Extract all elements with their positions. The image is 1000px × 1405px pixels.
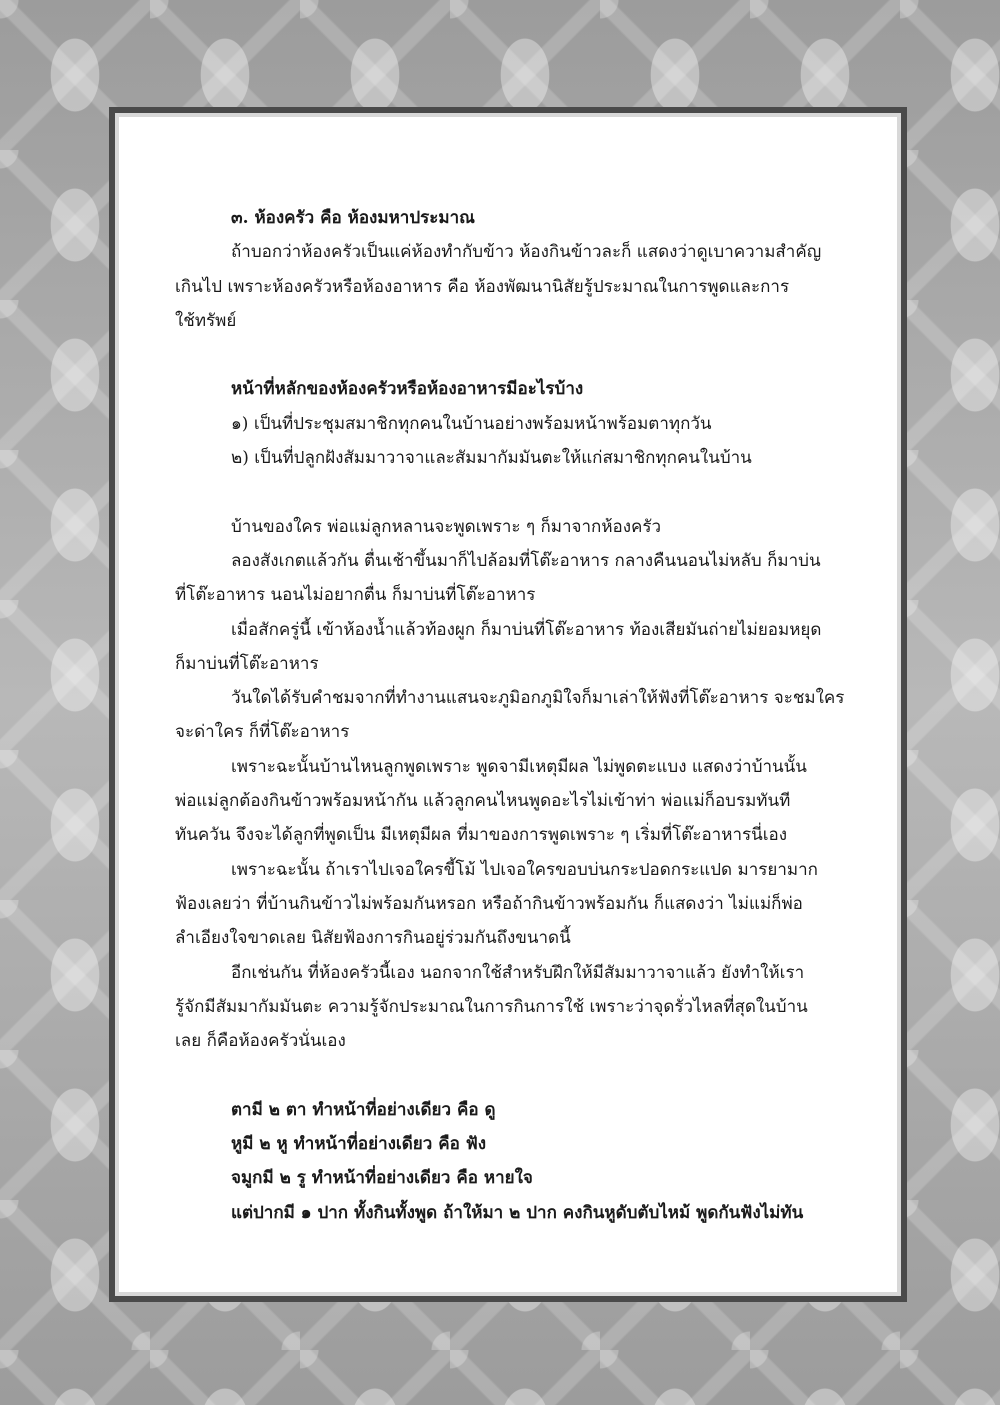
intro-line: ใช้ทรัพย์ xyxy=(175,310,237,331)
body-line: ฟ้องเลยว่า ที่บ้านกินข้าวไม่พร้อมกันหรอก หรือถ้ากินข้าวพร้อมกัน ก็แสดงว่า ไม่แม่ก็พ่อ xyxy=(175,893,803,914)
spacer xyxy=(175,1058,855,1092)
body-line: อีกเช่นกัน ที่ห้องครัวนี้เอง นอกจากใช้สำหรับฝึกให้มีสัมมาวาจาแล้ว ยังทำให้เรา xyxy=(231,962,805,983)
body-line: ทันควัน จึงจะได้ลูกที่พูดเป็น มีเหตุมีผล ที่มาของการพูดเพราะ ๆ เริ่มที่โต๊ะอาหารนี่เอง xyxy=(175,825,788,846)
frame-border xyxy=(115,113,901,1296)
body-line: วันใดได้รับคำชมจากที่ทำงานแสนจะภูมิอกภูมิใจก็มาเล่าให้ฟังที่โต๊ะอาหาร จะชมใคร xyxy=(231,688,845,709)
spacer xyxy=(175,475,855,509)
intro-line: เกินไป เพราะห้องครัวหรือห้องอาหาร คือ ห้องพัฒนานิสัยรู้ประมาณในการพูดและการ xyxy=(175,276,790,297)
closing-line: แต่ปากมี ๑ ปาก ทั้งกินทั้งพูด ถ้าให้มา ๒ ปาก คงกินหูดับตับไหม้ พูดกันฟังไม่ทัน xyxy=(231,1202,804,1223)
closing-line: ตามี ๒ ตา ทำหน้าที่อย่างเดียว คือ ดู xyxy=(231,1099,496,1120)
closing-line: จมูกมี ๒ รู ทำหน้าที่อย่างเดียว คือ หายใจ xyxy=(231,1168,533,1189)
page-sheet xyxy=(119,117,897,1292)
body-line: ลองสังเกตแล้วกัน ตื่นเช้าขึ้นมาก็ไปล้อมที่โต๊ะอาหาร กลางคืนนอนไม่หลับ ก็มาบ่น xyxy=(231,550,821,571)
body-line: เมื่อสักครู่นี้ เข้าห้องน้ำแล้วท้องผูก ก็มาบ่นที่โต๊ะอาหาร ท้องเสียมันถ่ายไม่ยอมหยุด xyxy=(231,619,822,640)
content-area xyxy=(175,201,855,1230)
body-line: พ่อแม่ลูกต้องกินข้าวพร้อมหน้ากัน แล้วลูกคนไหนพูดอะไรไม่เข้าท่า พ่อแม่ก็อบรมทันที xyxy=(175,791,791,812)
page-frame xyxy=(109,107,907,1302)
duties-heading: หน้าที่หลักของห้องครัวหรือห้องอาหารมีอะไรบ้าง xyxy=(231,379,584,400)
body-line: ที่โต๊ะอาหาร นอนไม่อยากตื่น ก็มาบ่นที่โต๊ะอาหาร xyxy=(175,585,536,606)
body-line: เพราะฉะนั้น ถ้าเราไปเจอใครขี้โม้ ไปเจอใครขอบบ่นกระปอดกระแปด มารยามาก xyxy=(231,859,818,880)
section-title: ๓. ห้องครัว คือ ห้องมหาประมาณ xyxy=(231,208,475,228)
body-line: เพราะฉะนั้นบ้านไหนลูกพูดเพราะ พูดจามีเหตุมีผล ไม่พูดตะแบง แสดงว่าบ้านนั้น xyxy=(231,756,807,777)
body-line: รู้จักมีสัมมากัมมันตะ ความรู้จักประมาณในการกินการใช้ เพราะว่าจุดรั่วไหลที่สุดในบ้าน xyxy=(175,996,808,1017)
closing-line: หูมี ๒ หู ทำหน้าที่อย่างเดียว คือ ฟัง xyxy=(231,1134,487,1155)
body-line: ลำเอียงใจขาดเลย นิสัยฟ้องการกินอยู่ร่วมกันถึงขนาดนี้ xyxy=(175,928,571,949)
duty-item: ๑) เป็นที่ประชุมสมาชิกทุกคนในบ้านอย่างพร้อมหน้าพร้อมตาทุกวัน xyxy=(231,413,712,434)
intro-line: ถ้าบอกว่าห้องครัวเป็นแค่ห้องทำกับข้าว ห้องกินข้าวละก็ แสดงว่าดูเบาความสำคัญ xyxy=(231,242,822,263)
spacer xyxy=(175,338,855,372)
body-line: จะด่าใคร ก็ที่โต๊ะอาหาร xyxy=(175,722,350,743)
body-paragraphs xyxy=(175,510,855,1059)
body-line: เลย ก็คือห้องครัวนั่นเอง xyxy=(175,1031,346,1052)
body-line: บ้านของใคร พ่อแม่ลูกหลานจะพูดเพราะ ๆ ก็มาจากห้องครัว xyxy=(231,516,662,537)
duty-item: ๒) เป็นที่ปลูกฝังสัมมาวาจาและสัมมากัมมันตะให้แก่สมาชิกทุกคนในบ้าน xyxy=(231,448,752,469)
body-line: ก็มาบ่นที่โต๊ะอาหาร xyxy=(175,653,319,674)
